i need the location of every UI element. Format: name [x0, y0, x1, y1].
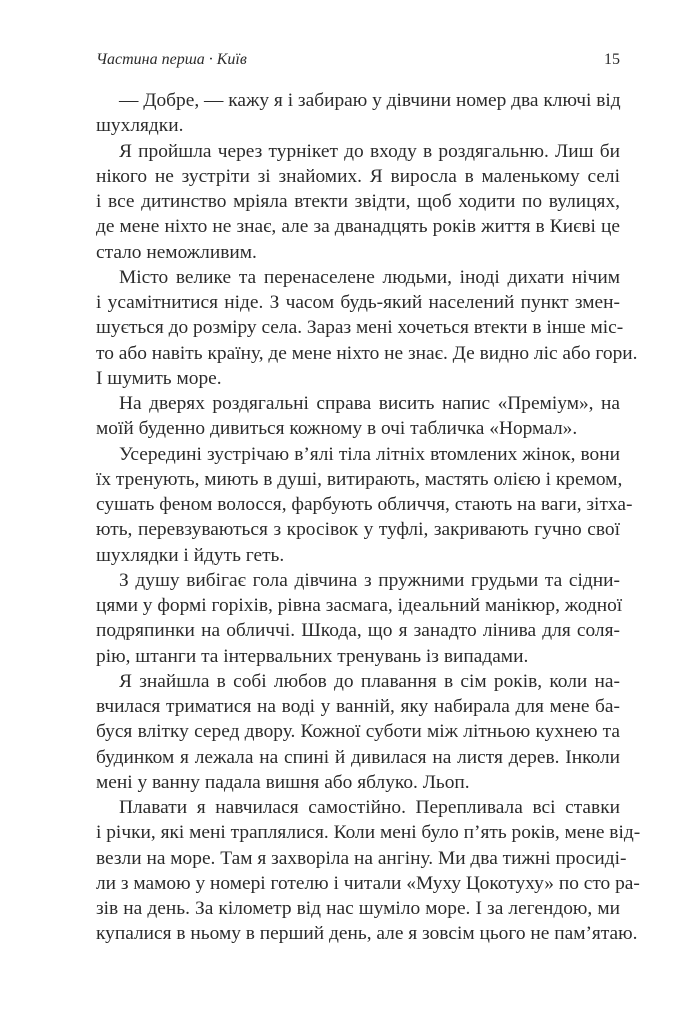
- text-line: то або навіть країну, де мене ніхто не знає. Де видно ліс або гори.: [96, 342, 638, 364]
- text-line: Я знайшла в собі любов до плавання в сім років, коли на-: [119, 670, 620, 692]
- text-line: рію, штанги та інтервальних тренувань із випадами.: [96, 645, 529, 667]
- text-line: Я пройшла через турнікет до входу в роздягальню. Лиш би: [119, 140, 620, 162]
- text-line: і все дитинство мріяла втекти звідти, щоб ходити по вулицях,: [96, 191, 620, 212]
- text-line: моїй буденно дивиться кожному в очі табличка «Нормал».: [96, 418, 578, 440]
- body-text: [96, 88, 641, 947]
- text-line: зів на день. За кілометр від нас шуміло море. І за легендою, ми: [96, 898, 620, 919]
- text-line: вчилася триматися на воді у ванній, яку набирала для мене ба-: [96, 696, 620, 717]
- text-line: З душу вибігає гола дівчина з пружними грудьми та сідни-: [119, 569, 620, 591]
- text-line: і річки, які мені траплялися. Коли мені було п’ять років, мене від-: [96, 822, 641, 844]
- paragraph: [96, 568, 623, 669]
- text-line: І шумить море.: [96, 367, 222, 389]
- page-number: 15: [604, 51, 620, 68]
- text-line: стало неможливим.: [96, 241, 257, 263]
- text-line: цями у формі горіхів, рівна засмага, ідеальний манікюр, жодної: [96, 595, 623, 616]
- text-line: сушать феном волосся, фарбують обличчя, стають на ваги, зітха-: [96, 494, 633, 515]
- paragraph: [96, 795, 641, 947]
- text-line: де мене ніхто не знає, але за дванадцять років життя в Києві це: [96, 216, 620, 238]
- paragraph: [96, 669, 620, 795]
- text-line: Усередині зустрічаю в’ялі тіла літніх втомлених жінок, вони: [119, 443, 620, 465]
- text-line: подряпинки на обличчі. Шкода, що я занадто лінива для соля-: [96, 620, 620, 642]
- text-line: будинком я лежала на спині й дивилася на листя дерев. Інколи: [96, 746, 620, 768]
- text-line: шухлядки.: [96, 115, 184, 137]
- text-line: На дверях роздягальні справа висить напис «Преміум», на: [119, 393, 620, 414]
- text-line: шується до розміру села. Зараз мені хочеться втекти в інше міс-: [96, 317, 624, 339]
- running-title: Частина перша · Київ: [96, 51, 247, 68]
- paragraph: [96, 88, 620, 139]
- text-line: буся влітку серед двору. Кожної суботи між літньою кухнею та: [96, 721, 620, 743]
- page-header: [96, 51, 620, 73]
- text-line: ли з мамою у номері готелю і читали «Муху Цокотуху» по сто ра-: [96, 872, 640, 894]
- paragraph: [96, 139, 620, 265]
- text-line: шухлядки і йдуть геть.: [96, 544, 285, 566]
- text-line: їх тренують, миють в душі, витирають, мастять олією і кремом,: [96, 468, 623, 490]
- text-line: Плавати я навчилася самостійно. Перепливала всі ставки: [119, 797, 620, 818]
- text-line: Місто велике та перенаселене людьми, іноді дихати нічим: [119, 266, 620, 288]
- text-line: мені у ванну падала вишня або яблуко. Льоп.: [96, 771, 470, 793]
- text-line: везли на море. Там я захворіла на ангіну. Ми два тижні просиді-: [96, 847, 627, 869]
- text-line: нікого не зустріти зі знайомих. Я виросла в маленькому селі: [96, 165, 620, 187]
- paragraph: [96, 391, 620, 442]
- text-line: і усамітнитися ніде. З часом будь-який населений пункт змен-: [96, 292, 620, 313]
- paragraph: [96, 442, 633, 568]
- paragraph: [96, 265, 638, 391]
- text-line: ють, перевзуваються з кросівок у туфлі, закривають гучно свої: [96, 519, 620, 541]
- text-line: — Добре, — кажу я і забираю у дівчини номер два ключі від: [119, 90, 621, 111]
- text-line: купалися в ньому в перший день, але я зовсім цього не пам’ятаю.: [96, 923, 638, 945]
